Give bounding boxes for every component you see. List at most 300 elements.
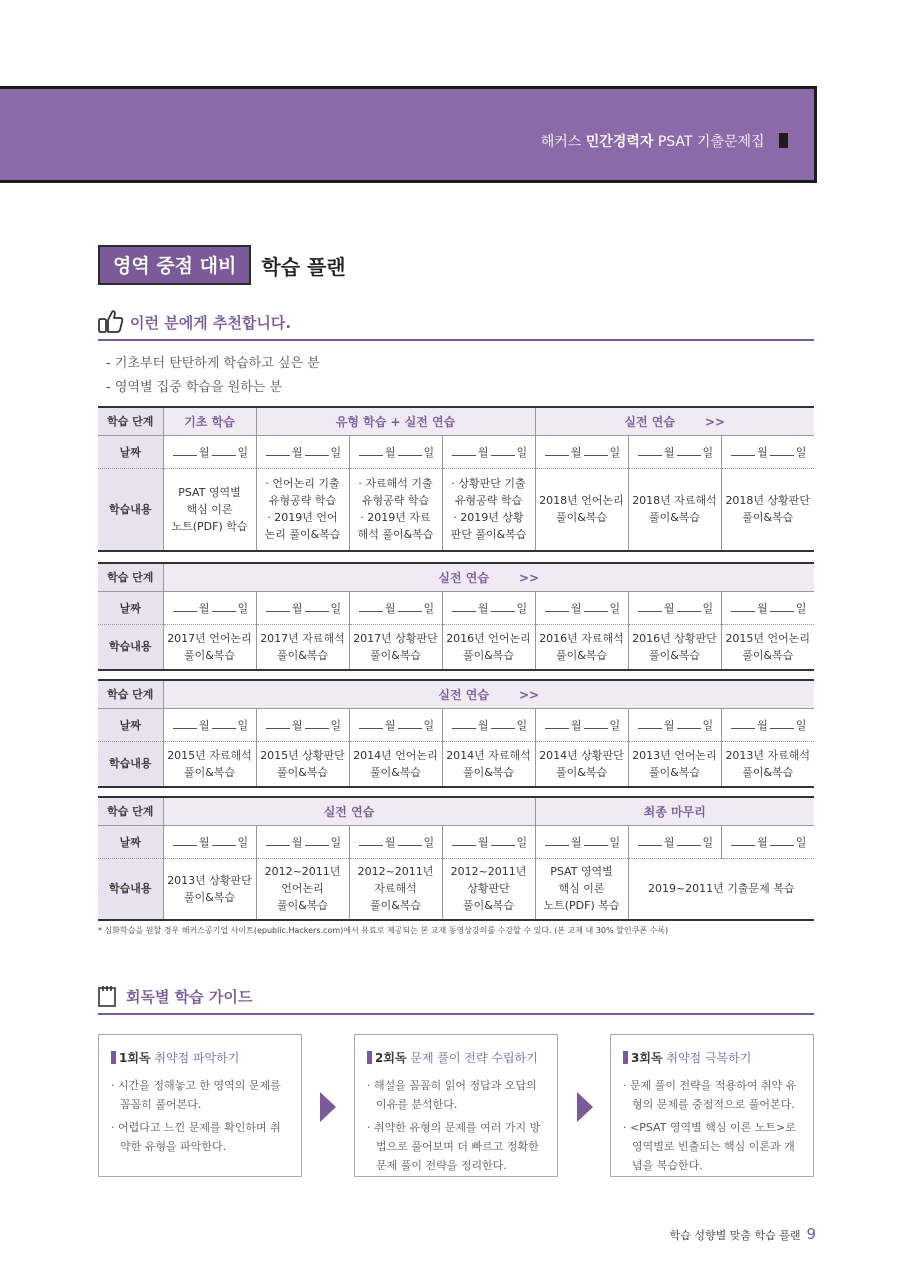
content-label: 학습내용	[98, 468, 163, 551]
content-line: 풀이&복습	[648, 511, 701, 525]
month-blank	[638, 447, 662, 456]
stage-group: 최종 마무리	[535, 797, 814, 825]
guide-box-2	[354, 1034, 558, 1177]
content-line: 2016년 언어논리	[446, 631, 531, 645]
day-blank	[584, 447, 608, 456]
month-text: 월	[757, 718, 768, 732]
day-text: 일	[237, 601, 249, 615]
date-label: 날짜	[98, 825, 163, 858]
content-cell	[163, 858, 256, 920]
stage-group: 실전 연습	[163, 797, 535, 825]
date-blank[interactable]	[628, 825, 721, 858]
content-line: 풀이&복습	[276, 899, 329, 913]
guide-title: 회독별 학습 가이드	[126, 988, 253, 1006]
day-text: 일	[516, 718, 528, 732]
month-text: 월	[198, 601, 210, 615]
content-line: 2013년 언어논리	[632, 748, 717, 762]
day-blank	[305, 720, 329, 729]
date-row	[98, 708, 814, 741]
month-blank	[359, 447, 383, 456]
content-line: 풀이&복습	[742, 765, 794, 779]
day-text: 일	[609, 718, 621, 732]
date-blank[interactable]	[349, 825, 442, 858]
day-blank	[212, 603, 236, 612]
content-label: 학습내용	[98, 741, 163, 787]
date-blank[interactable]	[721, 708, 814, 741]
recommend-item: - 영역별 집중 학습을 원하는 분	[106, 380, 283, 395]
day-text: 일	[330, 445, 342, 459]
month-blank	[731, 447, 755, 456]
guide-box-heading: 문제 풀이 전략 수립하기	[410, 1051, 538, 1065]
month-text: 월	[570, 718, 582, 732]
content-line: 자료해석	[374, 882, 417, 896]
month-text: 월	[570, 445, 582, 459]
content-line: PSAT 영역별	[550, 865, 613, 879]
month-blank	[452, 720, 476, 729]
content-cell	[721, 468, 814, 551]
day-blank	[305, 603, 329, 612]
date-blank[interactable]	[163, 591, 256, 624]
day-blank	[584, 603, 608, 612]
content-cell	[535, 468, 628, 551]
month-blank	[266, 720, 290, 729]
page-title-rest: 학습 플랜	[261, 254, 346, 279]
stage-group-label: 실전 연습	[438, 687, 489, 702]
day-blank	[584, 720, 608, 729]
content-line: 유형공략 학습	[268, 494, 337, 508]
month-blank	[731, 603, 755, 612]
day-text: 일	[516, 601, 528, 615]
guide-heading	[98, 981, 814, 1015]
header-band	[0, 86, 817, 183]
month-text: 월	[384, 718, 396, 732]
guide-box-title	[111, 1049, 289, 1066]
content-line: 2013년 자료해석	[725, 748, 811, 762]
month-blank	[731, 837, 755, 846]
day-text: 일	[423, 718, 435, 732]
content-cell	[256, 624, 349, 670]
content-cell	[349, 741, 442, 787]
date-blank[interactable]	[256, 825, 349, 858]
day-text: 일	[237, 835, 249, 849]
content-row	[98, 858, 814, 920]
date-blank[interactable]	[163, 708, 256, 741]
month-blank	[359, 603, 383, 612]
month-text: 월	[291, 601, 303, 615]
day-text: 일	[516, 835, 528, 849]
date-label: 날짜	[98, 435, 163, 468]
date-blank[interactable]	[442, 435, 535, 468]
footer-label: 학습 성향별 맞춤 학습 플랜	[669, 1229, 801, 1242]
guide-round: 3회독	[631, 1051, 663, 1065]
month-text: 월	[663, 835, 675, 849]
content-line: 2014년 언어논리	[353, 748, 438, 762]
date-blank[interactable]	[628, 591, 721, 624]
month-text: 월	[384, 601, 396, 615]
date-blank[interactable]	[535, 825, 628, 858]
month-text: 월	[198, 835, 210, 849]
content-line: 풀이&복습	[555, 511, 608, 525]
content-line: 풀이&복습	[462, 899, 515, 913]
month-text: 월	[198, 718, 210, 732]
month-blank	[266, 837, 290, 846]
day-text: 일	[702, 718, 714, 732]
content-row	[98, 741, 814, 787]
month-text: 월	[757, 601, 768, 615]
content-line: 핵심 이론	[186, 502, 233, 516]
day-blank	[770, 837, 794, 846]
content-line: 판단 풀이&복습	[450, 528, 527, 542]
content-line: 2012~2011년	[264, 865, 341, 879]
guide-item: · 시간을 정해놓고 한 영역의 문제를 꼼꼼히 풀어본다.	[111, 1079, 281, 1111]
content-line: 풀이&복습	[183, 890, 236, 904]
content-cell	[442, 624, 535, 670]
content-line: 풀이&복습	[369, 648, 422, 662]
month-text: 월	[570, 601, 582, 615]
month-text: 월	[477, 718, 489, 732]
guide-round: 1회독	[119, 1051, 151, 1065]
stage-group: 기초 학습	[163, 407, 256, 435]
study-plan-table-2	[98, 562, 814, 671]
content-line: 2018년 자료해석	[632, 494, 717, 508]
content-line: 2018년 상황판단	[725, 494, 811, 508]
date-blank[interactable]	[442, 825, 535, 858]
content-line: 2015년 자료해석	[167, 748, 252, 762]
date-blank[interactable]	[721, 825, 814, 858]
bar-mark	[111, 1051, 116, 1064]
day-blank	[398, 837, 422, 846]
content-line: 2014년 상황판단	[539, 748, 624, 762]
content-line: 풀이&복습	[742, 511, 794, 525]
content-cell	[628, 741, 721, 787]
continue-arrow: >>	[518, 570, 540, 585]
stage-group	[163, 680, 814, 708]
date-label: 날짜	[98, 591, 163, 624]
content-cell	[163, 624, 256, 670]
content-cell	[256, 858, 349, 920]
content-line: 2016년 상황판단	[632, 631, 717, 645]
content-cell	[535, 741, 628, 787]
content-line: · 2019년 상황	[453, 511, 524, 525]
day-text: 일	[795, 445, 807, 459]
guide-item: · 어렵다고 느낀 문제를 확인하며 취약한 유형을 파악한다.	[111, 1121, 281, 1153]
date-row	[98, 591, 814, 624]
content-cell	[628, 858, 814, 920]
day-blank	[491, 603, 515, 612]
content-cell	[535, 858, 628, 920]
continue-arrow: >>	[704, 414, 726, 429]
day-text: 일	[423, 445, 435, 459]
content-line: 2016년 자료해석	[539, 631, 624, 645]
date-blank[interactable]	[535, 435, 628, 468]
date-blank[interactable]	[256, 591, 349, 624]
notebook-icon	[98, 985, 116, 1007]
date-blank[interactable]	[442, 591, 535, 624]
day-text: 일	[795, 718, 807, 732]
day-blank	[584, 837, 608, 846]
recommend-list	[106, 352, 320, 400]
content-line: 풀이&복습	[555, 765, 608, 779]
month-text: 월	[384, 445, 396, 459]
content-line: 언어논리	[281, 882, 324, 896]
content-cell	[349, 624, 442, 670]
stage-group: 유형 학습 + 실전 연습	[256, 407, 535, 435]
guide-box-title	[623, 1049, 801, 1066]
day-blank	[677, 837, 701, 846]
month-blank	[638, 603, 662, 612]
date-blank[interactable]	[349, 591, 442, 624]
content-line: 풀이&복습	[462, 648, 515, 662]
content-line: 풀이&복습	[648, 648, 701, 662]
content-cell	[256, 468, 349, 551]
content-line: 2014년 자료해석	[446, 748, 531, 762]
day-text: 일	[702, 835, 714, 849]
content-label: 학습내용	[98, 858, 163, 920]
content-cell	[628, 624, 721, 670]
month-text: 월	[384, 835, 396, 849]
day-text: 일	[609, 835, 621, 849]
next-arrow-icon	[320, 1092, 336, 1122]
month-text: 월	[757, 445, 768, 459]
day-blank	[491, 447, 515, 456]
content-line: · 2019년 언어	[267, 511, 338, 525]
content-cell	[628, 468, 721, 551]
month-blank	[173, 837, 197, 846]
footnote: * 심화학습을 원할 경우 해커스공기업 사이트(epublic.Hackers.com)에서 유료로 제공되는 본 교재 동영상강의를 수강할 수 있다. (본 교재 내 30% 할인쿠폰 수록)	[98, 926, 669, 935]
date-blank[interactable]	[442, 708, 535, 741]
date-blank[interactable]	[163, 825, 256, 858]
content-line: PSAT 영역별	[178, 485, 241, 499]
study-plan-table-1	[98, 406, 814, 552]
thumbs-up-icon	[98, 309, 124, 333]
month-text: 월	[663, 718, 675, 732]
month-blank	[545, 447, 569, 456]
date-label: 날짜	[98, 708, 163, 741]
content-cell	[349, 858, 442, 920]
stage-row	[98, 563, 814, 591]
day-text: 일	[609, 601, 621, 615]
guide-round: 2회독	[375, 1051, 407, 1065]
page-title-box: 영역 중점 대비	[98, 245, 251, 285]
month-blank	[266, 447, 290, 456]
month-text: 월	[477, 601, 489, 615]
content-line: 2019~2011년 기출문제 복습	[647, 882, 795, 896]
bar-mark	[623, 1051, 628, 1064]
day-blank	[398, 720, 422, 729]
month-blank	[359, 720, 383, 729]
day-blank	[491, 837, 515, 846]
day-text: 일	[330, 601, 342, 615]
month-blank	[359, 837, 383, 846]
stage-group	[535, 407, 814, 435]
day-text: 일	[237, 718, 249, 732]
stage-label: 학습 단계	[98, 563, 163, 591]
day-text: 일	[702, 601, 714, 615]
page-title	[98, 245, 346, 285]
day-blank	[491, 720, 515, 729]
date-blank[interactable]	[256, 708, 349, 741]
stage-group-label: 실전 연습	[624, 414, 675, 429]
date-blank[interactable]	[349, 435, 442, 468]
content-line: 풀이&복습	[648, 765, 701, 779]
month-blank	[545, 720, 569, 729]
content-cell	[442, 741, 535, 787]
day-text: 일	[795, 601, 807, 615]
date-row	[98, 825, 814, 858]
month-blank	[545, 603, 569, 612]
day-text: 일	[237, 445, 249, 459]
content-line: 2012~2011년	[450, 865, 527, 879]
day-text: 일	[330, 718, 342, 732]
day-blank	[770, 603, 794, 612]
date-blank[interactable]	[628, 708, 721, 741]
day-blank	[398, 603, 422, 612]
content-line: 풀이&복습	[742, 648, 794, 662]
day-text: 일	[609, 445, 621, 459]
month-text: 월	[198, 445, 210, 459]
content-cell	[721, 624, 814, 670]
content-line: · 상황판단 기출	[451, 477, 526, 491]
month-blank	[638, 720, 662, 729]
month-text: 월	[757, 835, 768, 849]
day-text: 일	[423, 601, 435, 615]
day-blank	[677, 603, 701, 612]
content-line: 풀이&복습	[462, 765, 515, 779]
month-text: 월	[477, 835, 489, 849]
content-cell	[163, 468, 256, 551]
recommend-item: - 기초부터 탄탄하게 학습하고 싶은 분	[106, 356, 320, 371]
content-line: 풀이&복습	[369, 899, 422, 913]
date-row	[98, 435, 814, 468]
content-line: 2013년 상황판단	[167, 873, 252, 887]
content-row	[98, 468, 814, 551]
guide-box-1	[98, 1034, 302, 1177]
content-cell	[442, 858, 535, 920]
day-blank	[212, 447, 236, 456]
content-line: 노트(PDF) 복습	[543, 899, 620, 913]
header-square-mark	[779, 133, 788, 148]
stage-label: 학습 단계	[98, 407, 163, 435]
month-text: 월	[291, 835, 303, 849]
recommend-heading	[98, 305, 814, 341]
stage-label: 학습 단계	[98, 680, 163, 708]
day-text: 일	[702, 445, 714, 459]
month-blank	[173, 603, 197, 612]
date-blank[interactable]	[721, 435, 814, 468]
day-text: 일	[516, 445, 528, 459]
day-blank	[305, 837, 329, 846]
content-line: 2015년 상황판단	[260, 748, 345, 762]
content-line: · 언어논리 기출	[265, 477, 340, 491]
month-text: 월	[291, 445, 303, 459]
stage-row	[98, 680, 814, 708]
page-footer	[670, 1225, 816, 1243]
month-blank	[452, 603, 476, 612]
stage-group-label: 실전 연습	[438, 570, 489, 585]
day-blank	[677, 720, 701, 729]
content-line: 유형공략 학습	[361, 494, 430, 508]
content-line: 풀이&복습	[369, 765, 422, 779]
bar-mark	[367, 1051, 372, 1064]
stage-label: 학습 단계	[98, 797, 163, 825]
content-line: 2018년 언어논리	[539, 494, 624, 508]
study-plan-table-4	[98, 796, 814, 921]
month-blank	[266, 603, 290, 612]
day-blank	[770, 447, 794, 456]
date-blank[interactable]	[628, 435, 721, 468]
date-blank[interactable]	[349, 708, 442, 741]
content-line: 핵심 이론	[558, 882, 605, 896]
stage-row	[98, 797, 814, 825]
month-blank	[452, 837, 476, 846]
content-line: 노트(PDF) 학습	[171, 519, 248, 533]
guide-box-title	[367, 1049, 545, 1066]
guide-item: · 문제 풀이 전략을 적용하여 취약 유형의 문제를 중점적으로 풀어본다.	[623, 1079, 797, 1111]
date-blank[interactable]	[535, 591, 628, 624]
content-line: 상황판단	[467, 882, 510, 896]
guide-box-3	[610, 1034, 814, 1177]
date-blank[interactable]	[256, 435, 349, 468]
content-line: 논리 풀이&복습	[264, 528, 341, 542]
content-cell	[721, 741, 814, 787]
book-title-bold: 민간경력자	[585, 134, 654, 150]
month-blank	[638, 837, 662, 846]
stage-row	[98, 407, 814, 435]
guide-item: · 취약한 유형의 문제를 여러 가지 방법으로 풀어보며 더 빠르고 정확한 문제 풀이 전략을 정리한다.	[367, 1121, 541, 1172]
guide-box-heading: 취약점 파악하기	[154, 1051, 240, 1065]
content-line: 풀이&복습	[183, 765, 236, 779]
day-blank	[770, 720, 794, 729]
day-blank	[305, 447, 329, 456]
month-blank	[545, 837, 569, 846]
content-cell	[349, 468, 442, 551]
day-text: 일	[423, 835, 435, 849]
date-blank[interactable]	[721, 591, 814, 624]
month-text: 월	[477, 445, 489, 459]
content-line: 풀이&복습	[276, 648, 329, 662]
content-row	[98, 624, 814, 670]
content-line: 풀이&복습	[555, 648, 608, 662]
content-line: 2012~2011년	[357, 865, 434, 879]
content-line: 풀이&복습	[276, 765, 329, 779]
content-line: 2017년 자료해석	[260, 631, 345, 645]
content-line: 유형공략 학습	[454, 494, 523, 508]
day-blank	[677, 447, 701, 456]
page-number: 9	[806, 1225, 816, 1243]
guide-box-heading: 취약점 극복하기	[666, 1051, 752, 1065]
content-line: · 자료해석 기출	[358, 477, 433, 491]
content-line: · 2019년 자료	[360, 511, 431, 525]
day-text: 일	[330, 835, 342, 849]
month-text: 월	[570, 835, 582, 849]
date-blank[interactable]	[163, 435, 256, 468]
content-line: 2017년 상황판단	[353, 631, 438, 645]
content-line: 2017년 언어논리	[167, 631, 252, 645]
date-blank[interactable]	[535, 708, 628, 741]
book-title	[541, 131, 788, 151]
guide-item: · <PSAT 영역별 핵심 이론 노트>로 영역별로 빈출되는 핵심 이론과 개념을 복습한다.	[623, 1121, 796, 1172]
book-title-prefix: 해커스	[540, 134, 582, 150]
next-arrow-icon	[577, 1092, 593, 1122]
month-blank	[731, 720, 755, 729]
day-blank	[212, 837, 236, 846]
study-plan-table-3	[98, 679, 814, 788]
content-cell	[256, 741, 349, 787]
book-title-suffix: PSAT 기출문제집	[657, 134, 765, 150]
content-cell	[535, 624, 628, 670]
content-label: 학습내용	[98, 624, 163, 670]
day-blank	[398, 447, 422, 456]
